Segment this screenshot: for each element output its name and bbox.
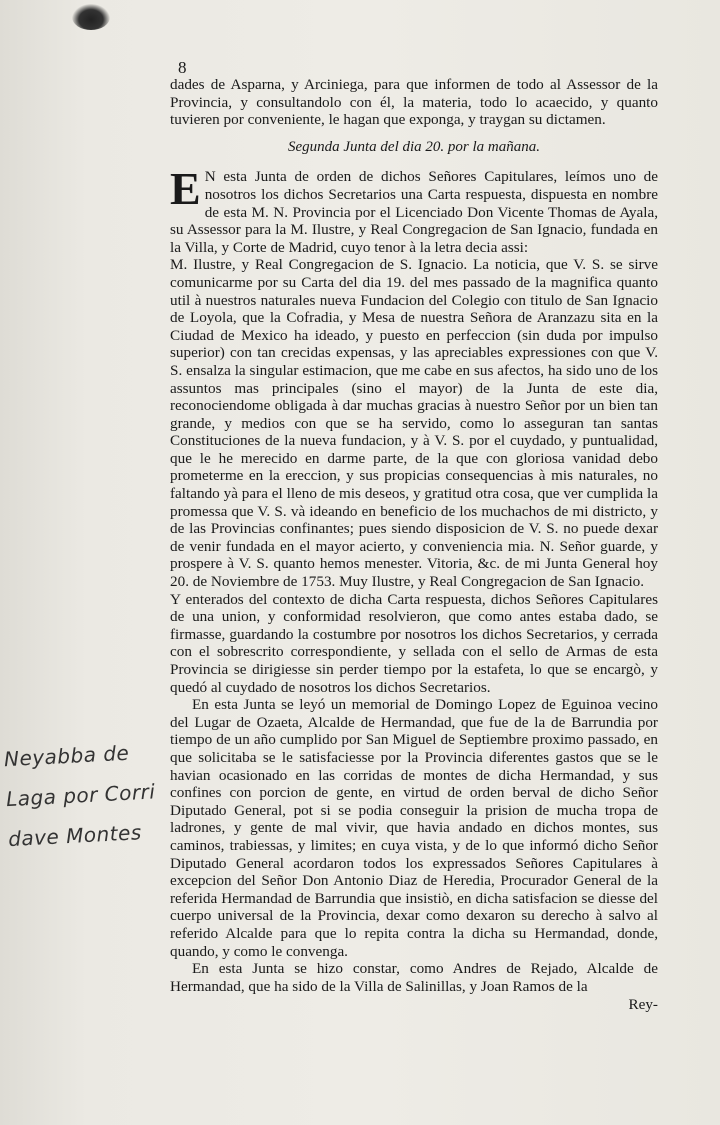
margin-note-line: Laga por Corri — [5, 779, 156, 812]
handwritten-margin-note — [3, 731, 169, 859]
margin-note-line: dave Montes — [7, 820, 143, 852]
paragraph-junta-carta-text: N esta Junta de orden de dichos Señores Capitulares, leímos uno de nosotros los dichos Secretarios una Carta respuesta, dispuesta en nombre de esta M. N. Provincia por el Licenciado Don Vicente Thomas de Ayala, su Assessor para la M. Ilustre, y Real Congregacion de San Ignacio, fundada en la Villa, y Corte de Madrid, cuyo tenor à la letra decia assi: — [170, 168, 658, 256]
drop-cap-initial: E — [170, 163, 201, 215]
page-number: 8 — [178, 58, 187, 77]
margin-note-line: Neyabba de — [3, 740, 130, 772]
paragraph-junta-carta — [170, 163, 658, 256]
ink-blot-ornament — [72, 4, 110, 30]
paragraph-final: En esta Junta se hizo constar, como Andres de Rejado, Alcalde de Hermandad, que ha sido de la Villa de Salinillas, y Joan Ramos de la — [170, 960, 658, 995]
catchword: Rey- — [628, 996, 658, 1014]
body-text — [170, 76, 658, 1014]
paragraph-memorial: En esta Junta se leyó un memorial de Domingo Lopez de Eguinoa vecino del Lugar de Ozaeta, Alcalde de Hermandad, que fue de la de Barrundia por tiempo de un año cumplido por San Miguel de Septiembre proximo passado, en que solicitaba se le satisfaciesse por la Provincia diferentes gastos que se le havian ocasionado en las corridas de montes de dicha Hermandad, y sus confines con porcion de gente, en virtud de orden berval de dicho Señor Diputado General, pot si se podia conseguir la prision de mucha tropa de ladrones, y gente de mal vivir, que havia andado en dichos montes, sus caminos, trabiessas, y limites; en cuya vista, y de lo que informó dicho Señor Diputado General acordaron todos los expressados Señores Capitulares à excepcion del Señor Don Antonio Diaz de Heredia, Procurador General de la referida Hermandad de Barrundia que insistiò, en dicha satisfacion se diesse del cuerpo universal de la Provincia, dexar como dexaron su derecho à salvo al referido Alcalde para que lo repita contra la dicha su Hermandad, donde, quando, y como le convenga. — [170, 696, 658, 960]
session-heading: Segunda Junta del dia 20. por la mañana. — [287, 138, 541, 155]
paragraph-resolution: Y enterados del contexto de dicha Carta respuesta, dichos Señores Capitulares de una union, y conformidad resolvieron, que como antes estaba dado, se firmasse, guardando la costumbre por nosotros los dichos Secretarios, y cerrada con el sobrescrito correspondiente, y sellada con el sello de Armas de esta Provincia se dirigiesse sin perder tiempo por la estafeta, lo que se encargò, y quedó al cuydado de nosotros los dichos Secretarios. — [170, 590, 658, 696]
paragraph-continuation: dades de Asparna, y Arciniega, para que informen de todo al Assessor de la Provincia, y consultandolo con él, la materia, todo lo acaecido, y quanto tuvieren por conveniente, le hagan que exponga, y traygan su dictamen. — [170, 76, 658, 129]
paragraph-letter: M. Ilustre, y Real Congregacion de S. Ignacio. La noticia, que V. S. se sirve comunicarme por su Carta del dia 19. del mes passado de la magnifica quanto util à nuestros naturales nueva Fundacion del Colegio con titulo de San Ignacio de Loyola, que la Cofradia, y Mesa de nuestra Señora de Aranzazu sita en la Ciudad de Mexico ha ideado, y puesto en perfeccion (sin duda por impulso superior) con tan crecidas expensas, y las apreciables expressiones con que V. S. ensalza la singular estimacion, que me cabe en sus afectos, ha sido uno de los assuntos mas principales (sino el mayor) de la Junta de este dia, reconociendome obligada à dar muchas gracias à nuestro Señor por un bien tan grande, y medios con que se ha servido, como lo asseguran tan santas Constituciones de la nueva fundacion, y à V. S. por el cuydado, y puntualidad, que le he merecido en darme parte, de la que con gloriosa vanidad debo prometerme en la ereccion, y sus propicias consequencias à mis naturales, no faltando yà para el lleno de mis deseos, y gratitud otra cosa, que ver cumplida la promessa que V. S. và ideando en beneficio de los muchachos de mi districto, y de las Provincias confinantes; pues siendo disposicion de V. S. no puede dexar de venir fundada en el mayor acierto, y conveniencia mia. N. Señor guarde, y prospere à V. S. quanto hemos menester. Vitoria, &c. de mi Junta General hoy 20. de Noviembre de 1753. Muy Ilustre, y Real Congregacion de San Ignacio. — [170, 256, 658, 591]
